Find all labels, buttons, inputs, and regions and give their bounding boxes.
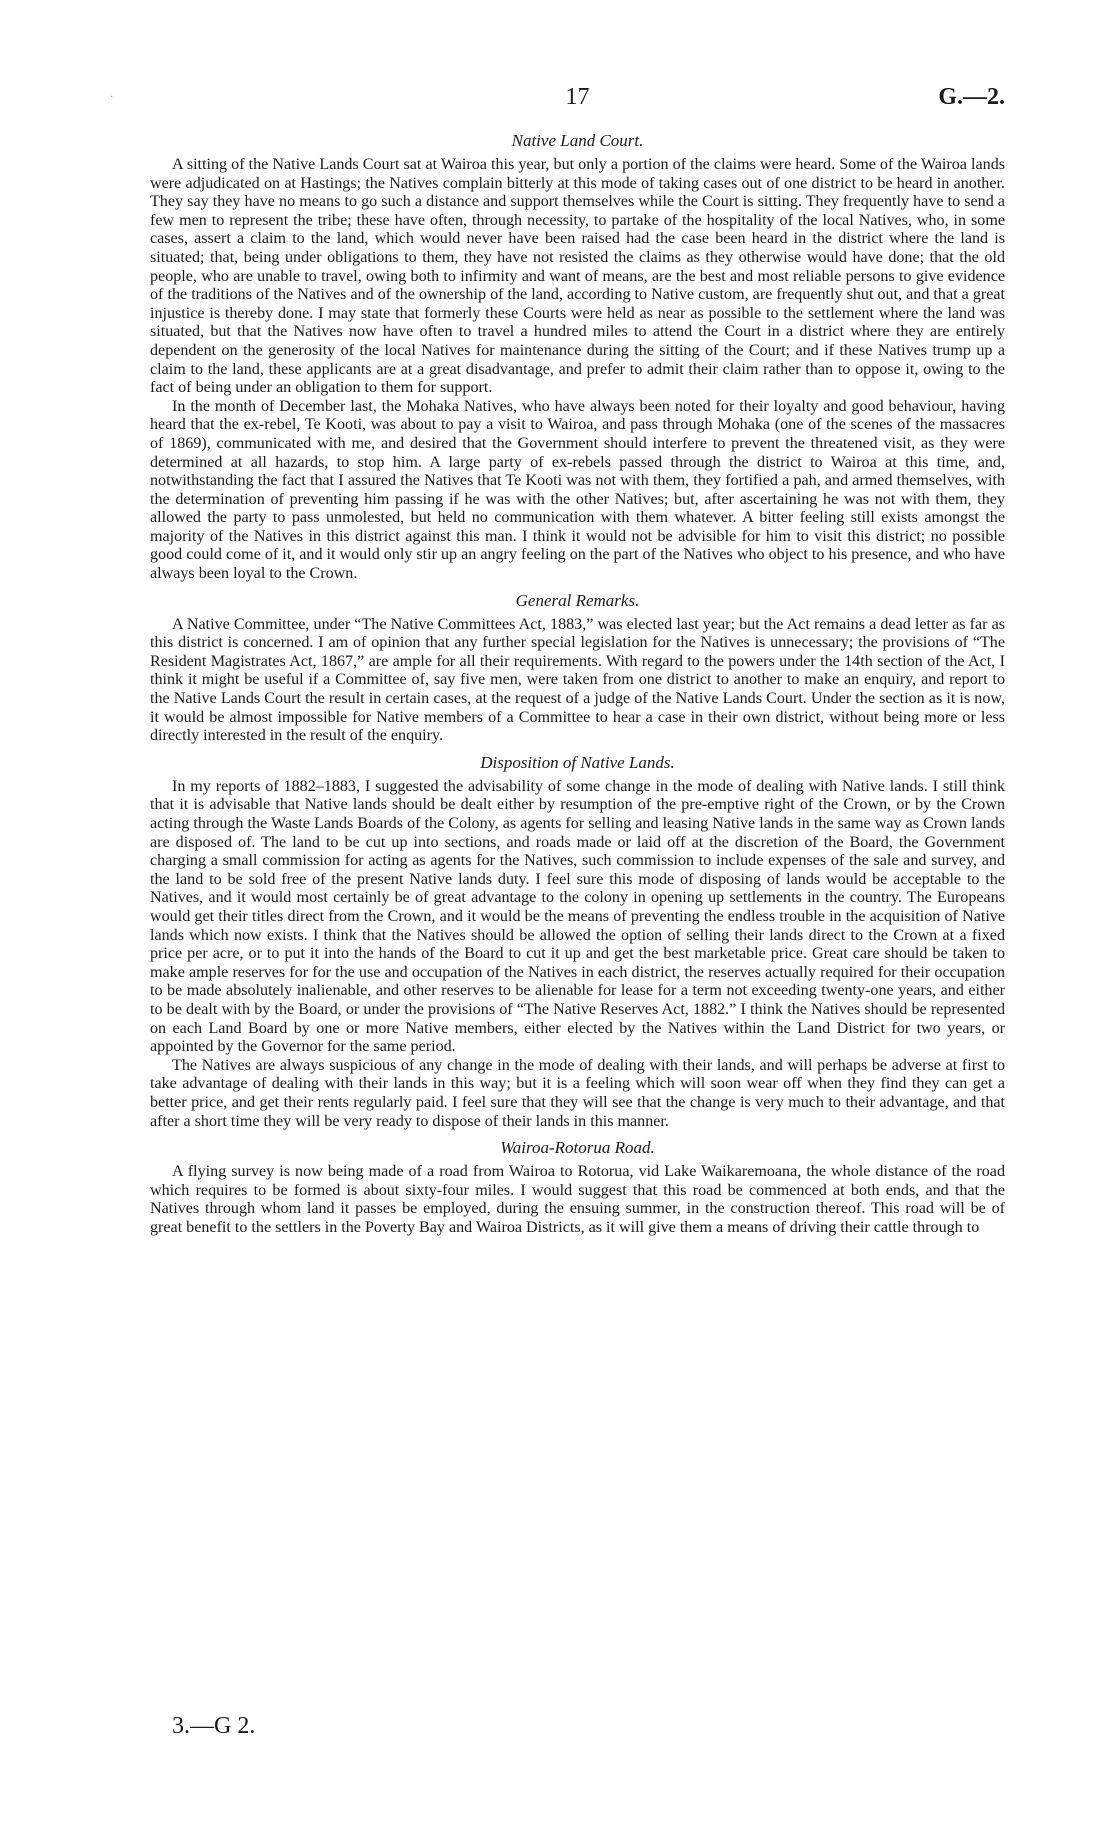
section-heading: General Remarks. xyxy=(515,590,640,610)
signature-mark: 3.—G 2. xyxy=(172,1713,256,1739)
section-native-land-court xyxy=(150,130,1005,584)
paragraph: The Natives are always suspicious of any change in the mode of dealing with their lands, and will perhaps be adverse at first to take advantage of dealing with their lands in this way; but it is a feeling which will soon wear off when they find they can get a better price, and get their rents regularly paid. I feel sure that they will see that the change is very much to their advantage, and that after a short time they will be very ready to dispose of their lands in this manner. xyxy=(150,1056,1005,1130)
section-disposition-native-lands xyxy=(150,752,1005,1131)
document-reference: G.—2. xyxy=(938,84,1005,110)
section-heading: Wairoa-Rotorua Road. xyxy=(500,1138,655,1158)
paragraph: In the month of December last, the Mohaka Natives, who have always been noted for their loyalty and good behaviour, having heard that the ex-rebel, Te Kooti, was about to pay a visit to Wairoa, and pass through Mohaka (one of the scenes of the massacres of 1869), communicated with me, and desired that the Government should interfere to prevent the threatened visit, as they were determined at all hazards, to stop him. A large party of ex-rebels passed through the district to Wairoa at this time, and, notwithstanding the fact that I assured the Natives that Te Kooti was not with them, they fortified a pah, and armed themselves, with the determination of preventing him passing if he was with the other Natives; but, after ascertaining he was not with them, they allowed the party to pass unmolested, but held no communication with them whatever. A bitter feeling still exists amongst the majority of the Natives in this district against this man. I think it would not be advisible for him to visit this district; no possible good could come of it, and it would only stir up an angry feeling on the part of the Natives who object to his presence, and who have always been loyal to the Crown. xyxy=(150,397,1005,583)
section-general-remarks xyxy=(150,590,1005,746)
margin-mark: · xyxy=(110,92,114,103)
section-heading: Native Land Court. xyxy=(511,131,644,150)
paragraph: A sitting of the Native Lands Court sat at Wairoa this year, but only a portion of the claims were heard. Some of the Wairoa lands were adjudicated on at Hastings; the Natives complain bitterly at this mode of taking cases out of one district to be heard in another. They say they have no means to go such a distance and support themselves while the Court is sitting. They frequently have to send a few men to represent the tribe; these have often, through necessity, to partake of the hospitality of the local Natives, who, in some cases, assert a claim to the land, which would never have been raised had the case been heard in the district where the land is situated; that, being under obligations to them, they have not resisted the claims as they otherwise would have done; that the old people, who are unable to travel, owing both to infirmity and want of means, are the best and most reliable persons to give evidence of the traditions of the Natives and of the ownership of the land, according to Native custom, are frequently shut out, and that a great injustice is thereby done. I may state that formerly these Courts were held as near as possible to the settlement where the land was situated, but that the Natives now have often to travel a hundred miles to attend the Court in a district where they are entirely dependent on the generosity of the local Natives for maintenance during the sitting of the Court; and if these Natives trump up a claim to the land, these applicants are at a great disadvantage, and prefer to admit their claim rather than to oppose it, owing to the fact of being under an obligation to them for support. xyxy=(150,156,1005,397)
page-header xyxy=(150,84,1005,124)
section-heading: Disposition of Native Lands. xyxy=(480,752,675,772)
section-wairoa-rotorua-road xyxy=(150,1137,1005,1237)
paragraph: In my reports of 1882–1883, I suggested the advisability of some change in the mode of dealing with Native lands. I still think that it is advisable that Native lands should be dealt either by resumption of the pre-emptive right of the Crown, or by the Crown acting through the Waste Lands Boards of the Colony, as agents for selling and leasing Native lands in the same way as Crown lands are disposed of. The land to be cut up into sections, and roads made or laid off at the discretion of the Board, the Government charging a small commission for acting as agents for the Natives, such commission to include expenses of the sale and survey, and the land to be sold free of the present Native lands duty. I feel sure this mode of disposing of lands would be acceptable to the Natives, and it would most certainly be of great advantage to the colony in opening up settlements in the country. The Europeans would get their titles direct from the Crown, and it would be the means of preventing the endless trouble in the acquisition of Native lands which now exists. I think that the Natives should be allowed the option of selling their lands direct to the Crown at a fixed price per acre, or to put it into the hands of the Board to cut it up and get the best marketable price. Great care should be taken to make ample reserves for for the use and occupation of the Natives in each district, the reserves actually required for their occupation to be made absolutely inalienable, and other reserves to be alienable for lease for a term not exceeding twenty-one years, and either to be dealt with by the Board, or under the provisions of “The Native Reserves Act, 1882.” I think the Natives should be represented on each Land Board by one or more Native members, either elected by the Natives within the Land District for two years, or appointed by the Governor for the same period. xyxy=(150,777,1005,1056)
paragraph: A flying survey is now being made of a road from Wairoa to Rotorua, vid Lake Waikaremoana, the whole distance of the road which requires to be formed is about sixty-four miles. I would suggest that this road be commenced at both ends, and that the Natives through whom land it passes be employed, during the ensuing summer, in the construction thereof. This road will be of great benefit to the settlers in the Poverty Bay and Wairoa Districts, as it will give them a means of driving their cattle through to xyxy=(150,1163,1005,1236)
paragraph: A Native Committee, under “The Native Committees Act, 1883,” was elected last year; but the Act remains a dead letter as far as this district is concerned. I am of opinion that any further special legislation for the Natives is unnecessary; the provisions of “The Resident Magistrates Act, 1867,” are ample for all their requirements. With regard to the powers under the 14th section of the Act, I think it might be useful if a Committee of, say five men, were taken from one district to another to make an enquiry, and report to the Native Lands Court the result in certain cases, at the request of a judge of the Native Lands Court. Under the section as it is now, it would be almost impossible for Native members of a Committee to hear a case in their own district, without being more or less directly interested in the result of the enquiry. xyxy=(150,615,1005,745)
document-page xyxy=(150,84,1005,1237)
page-number: 17 xyxy=(565,84,590,110)
